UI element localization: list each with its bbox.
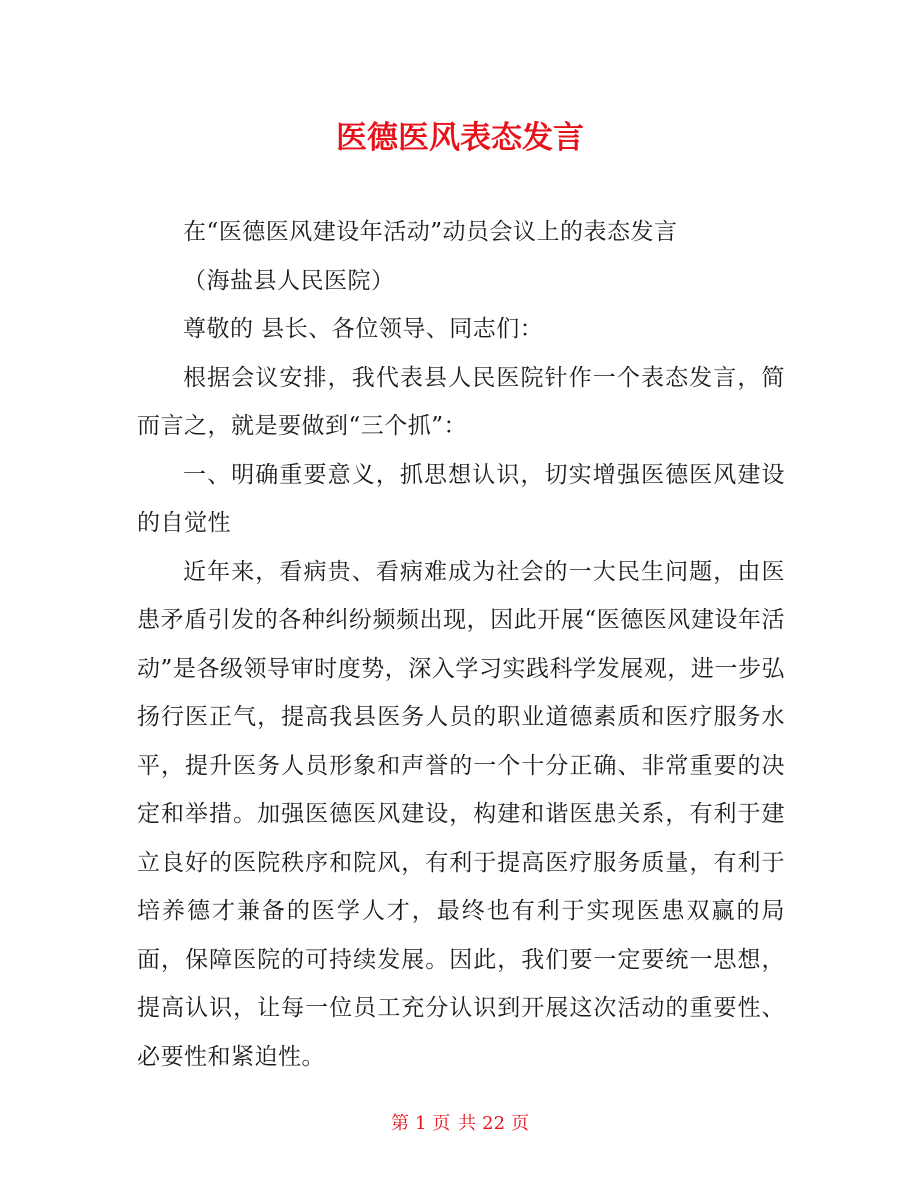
body-paragraph: 近年来，看病贵、看病难成为社会的一大民生问题，由医患矛盾引发的各种纠纷频频出现，因此开展“医德医风建设年活动”是各级领导审时度势，深入学习实践科学发展观，进一步弘扬行医正气，提高我县医务人员的职业道德素质和医疗服务水平，提升医务人员形象和声誉的一个十分正确、非常重要的决定和举措。加强医德医风建设，构建和谐医患关系，有利于建立良好的医院秩序和院风，有利于提高医疗服务质量，有利于培养德才兼备的医学人才，最终也有利于实现医患双赢的局面，保障医院的可持续发展。因此，我们要一定要统一思想，提高认识，让每一位员工充分认识到开展这次活动的重要性、必要性和紧迫性。: [137, 558, 785, 1070]
footer-page-suffix: 页: [511, 1113, 530, 1134]
document-title: 医德医风表态发言: [336, 120, 584, 156]
page-footer: [0, 1112, 920, 1136]
subtitle-paragraph: 在“医德医风建设年活动”动员会议上的表态发言: [183, 219, 678, 245]
footer-total-pages: 22: [482, 1113, 506, 1134]
organization-paragraph: （海盐县人民医院）: [183, 267, 395, 294]
footer-page-prefix: 第: [390, 1113, 409, 1134]
document-body: [137, 208, 785, 1081]
intro-paragraph: 根据会议安排，我代表县人民医院针作一个表态发言，简而言之，就是要做到“三个抓”：: [137, 364, 785, 439]
footer-current-page: 1: [414, 1113, 427, 1134]
salutation-paragraph: 尊敬的 县长、各位领导、同志们：: [183, 316, 544, 342]
footer-page-mid: 页 共: [432, 1113, 477, 1134]
section-heading-1: 一、明确重要意义，抓思想认识，切实增强医德医风建设的自觉性: [137, 461, 785, 536]
